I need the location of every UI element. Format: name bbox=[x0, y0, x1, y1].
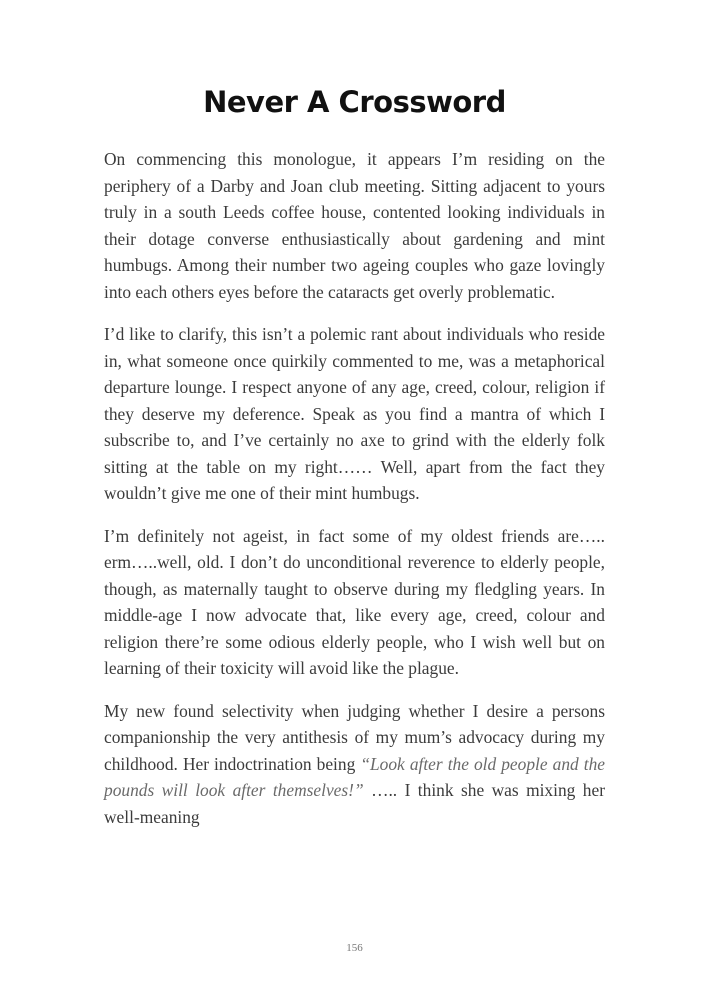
paragraph: I’m definitely not ageist, in fact some of my oldest friends are….. erm…..well, old. I don’t do unconditional reverence to elderly people, though, as maternally taught to observe during my fledgling years. In middle-age I now advocate that, like every age, creed, colour and religion there’re some odious elderly people, who I wish well but on learning of their toxicity will avoid like the plague. bbox=[104, 525, 605, 678]
page-number: 156 bbox=[346, 942, 363, 954]
body-text bbox=[104, 146, 605, 846]
paragraph-text: ….. I think she was mixing her well-meaning bbox=[104, 780, 605, 827]
paragraph: On commencing this monologue, it appears I’m residing on the periphery of a Darby and Joan club meeting. Sitting adjacent to yours truly in a south Leeds coffee house, contented looking individuals in their dotage converse enthusiastically about gardening and mint humbugs. Among their number two ageing couples who gaze lovingly into each others eyes before the cataracts get overly problematic. bbox=[104, 149, 605, 302]
chapter-title: Never A Crossword bbox=[203, 85, 506, 119]
paragraph: I’d like to clarify, this isn’t a polemic rant about individuals who reside in, what someone once quirkily commented to me, was a metaphorical departure lounge. I respect anyone of any age, creed, colour, religion if they deserve my deference. Speak as you find a mantra of which I subscribe to, and I’ve certainly no axe to grind with the elderly folk sitting at the table on my right…… Well, apart from the fact they wouldn’t give me one of their mint humbugs. bbox=[104, 324, 605, 503]
paragraph bbox=[104, 698, 605, 831]
mum-quote: “Look after the old people and the pounds will look after themselves!” bbox=[104, 753, 606, 800]
paragraph-text: My new found selectivity when judging whether I desire a persons companionship the very antithesis of my mum’s advocacy during my childhood. Her indoctrination being bbox=[104, 700, 605, 774]
